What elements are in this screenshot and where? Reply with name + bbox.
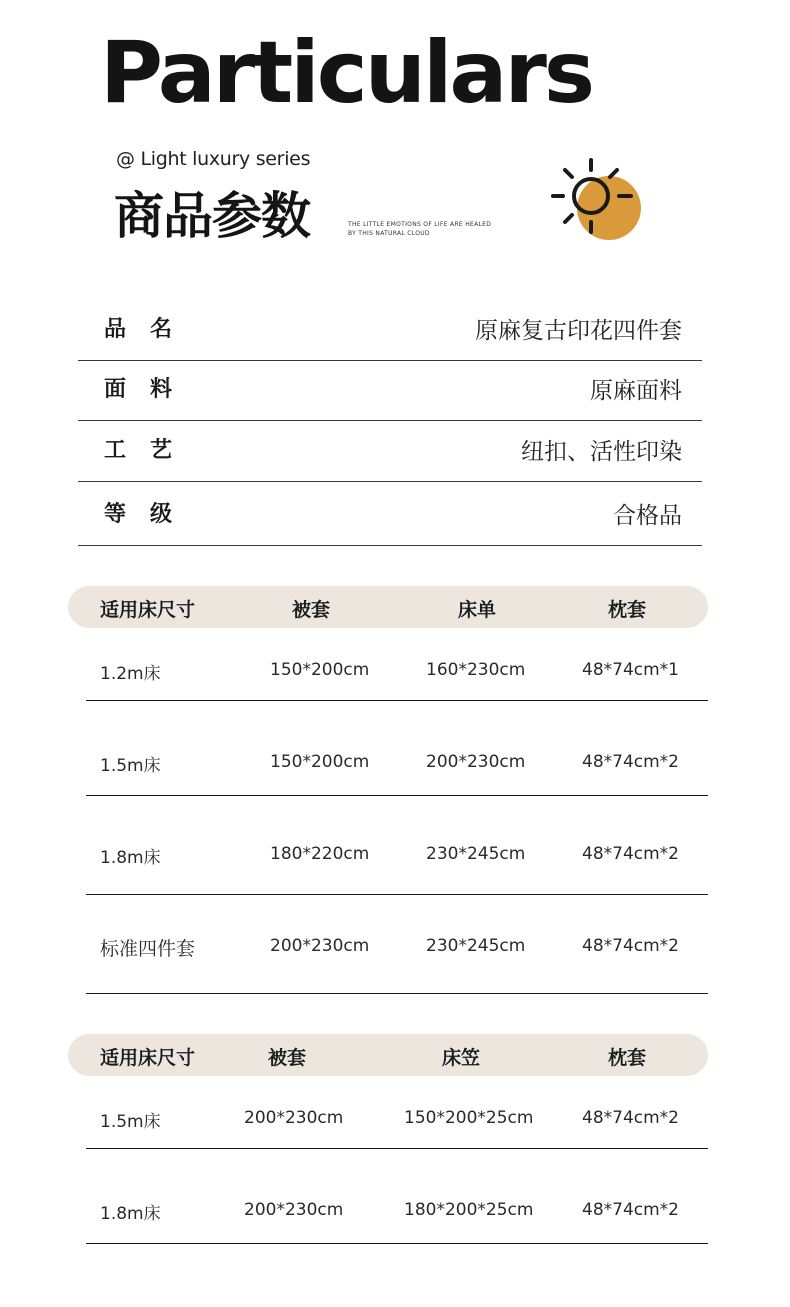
spec-row-fabric <box>78 360 702 421</box>
column-header: 被套 <box>292 599 331 621</box>
table-cell: 48*74cm*2 <box>582 752 679 772</box>
column-header: 床单 <box>458 599 497 621</box>
table-cell: 1.8m床 <box>100 848 161 868</box>
tagline-line-1: THE LITTLE EMOTIONS OF LIFE ARE HEALED <box>348 221 492 228</box>
table-cell: 200*230cm <box>244 1108 344 1128</box>
table-cell: 1.2m床 <box>100 664 161 684</box>
spec-value: 合格品 <box>613 503 682 529</box>
column-header: 枕套 <box>608 599 647 621</box>
table-cell: 230*245cm <box>426 844 526 864</box>
sun-icon <box>545 150 655 250</box>
column-header: 床笠 <box>442 1047 481 1069</box>
size-table-header <box>68 586 708 628</box>
table-cell: 标准四件套 <box>100 938 196 960</box>
table-cell: 180*200*25cm <box>404 1200 534 1220</box>
size-table-header <box>68 1034 708 1076</box>
table-cell: 48*74cm*2 <box>582 1200 679 1220</box>
tagline-line-2: BY THIS NATURAL CLOUD <box>348 230 430 237</box>
spec-value: 原麻面料 <box>590 378 682 404</box>
spec-label: 品名 <box>104 317 197 342</box>
row-divider <box>86 894 708 895</box>
row-divider <box>86 993 708 994</box>
table-cell: 200*230cm <box>426 752 526 772</box>
row-divider <box>86 795 708 796</box>
table-cell: 1.5m床 <box>100 756 161 776</box>
table-cell: 1.8m床 <box>100 1204 161 1224</box>
table-cell: 48*74cm*2 <box>582 1108 679 1128</box>
table-cell: 160*230cm <box>426 660 526 680</box>
column-header: 枕套 <box>608 1047 647 1069</box>
spec-label: 等级 <box>104 502 197 527</box>
spec-value: 纽扣、活性印染 <box>521 439 682 465</box>
table-cell: 150*200*25cm <box>404 1108 534 1128</box>
spec-row-grade <box>78 485 702 546</box>
column-header: 适用床尺寸 <box>100 1047 196 1069</box>
table-cell: 48*74cm*2 <box>582 936 679 956</box>
spec-label: 面料 <box>104 377 197 402</box>
column-header: 适用床尺寸 <box>100 599 196 621</box>
spec-row-craft <box>78 421 702 482</box>
series-subtitle: @ Light luxury series <box>116 148 311 170</box>
table-cell: 150*200cm <box>270 752 370 772</box>
row-divider <box>86 700 708 701</box>
page-title: Particulars <box>100 23 593 123</box>
row-divider <box>86 1243 708 1244</box>
table-cell: 180*220cm <box>270 844 370 864</box>
table-cell: 200*230cm <box>244 1200 344 1220</box>
spec-row-name <box>78 300 702 361</box>
spec-label: 工艺 <box>104 438 197 463</box>
table-cell: 48*74cm*2 <box>582 844 679 864</box>
table-cell: 200*230cm <box>270 936 370 956</box>
table-cell: 1.5m床 <box>100 1112 161 1132</box>
tagline <box>348 220 491 238</box>
row-divider <box>86 1148 708 1149</box>
table-cell: 230*245cm <box>426 936 526 956</box>
table-cell: 150*200cm <box>270 660 370 680</box>
table-cell: 48*74cm*1 <box>582 660 679 680</box>
column-header: 被套 <box>268 1047 307 1069</box>
spec-value: 原麻复古印花四件套 <box>475 318 682 344</box>
section-title: 商品参数 <box>114 187 310 245</box>
